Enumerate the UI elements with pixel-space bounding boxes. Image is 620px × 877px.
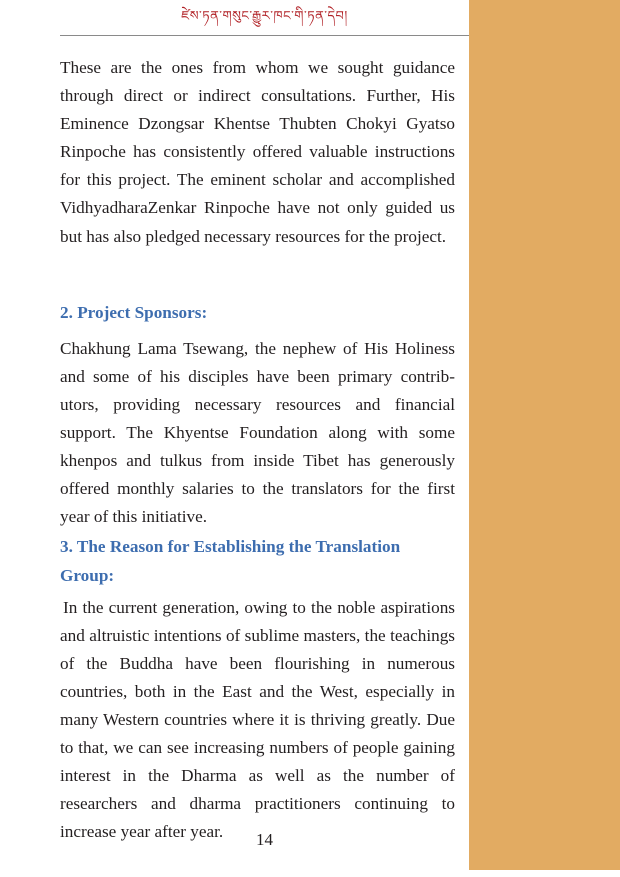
sponsors-heading: 2. Project Sponsors:	[60, 302, 208, 322]
decorative-side-band	[469, 0, 620, 877]
side-band-bottom-gap	[469, 870, 620, 877]
reason-heading: 3. The Reason for Establishing the Translation Group:	[60, 537, 401, 585]
intro-paragraph: These are the ones from whom we sought guidance through direct or indirect consultations. Further, His Eminence Dzongsar Khentse Thubten Chokyi Gyatso Rinpoche has consistently offered valuable instructions for this project. The eminent scholar and accomplished VidhyadharaZenkar Rinpoche have not only guided us but has also pledged necessary resources for the project.	[60, 58, 455, 246]
reason-paragraph: In the current generation, owing to the noble aspirations and altruistic intentions of sublime masters, the teachings of the Buddha have been flourishing in numerous countries, both in the East and the West, especially in many Western countries where it is thriving greatly. Due to that, we can see increasing numbers of people gaining interest in the Dharma as well as the number of researchers and dharma practitioners continuing to increase year after year.	[60, 597, 455, 842]
page-number: 14	[256, 830, 273, 849]
header-divider	[60, 35, 469, 36]
section-gap	[60, 251, 455, 299]
page-body	[60, 54, 455, 846]
running-header-title: ཛེས་ཏན་གསུང་རྒྱུར་ཁང་གི་ཏན་དེབ།	[181, 9, 348, 24]
heading-gap	[60, 327, 455, 335]
sponsors-paragraph: Chakhung Lama Tsewang, the nephew of His Holiness and some of his disciples have been primary contributors, providing necessary resources and financial support. The Khyentse Foundation along with some khenpos and tulkus from inside Tibet has generously offered monthly salaries to the translators for the first year of this initiative.	[60, 338, 455, 527]
